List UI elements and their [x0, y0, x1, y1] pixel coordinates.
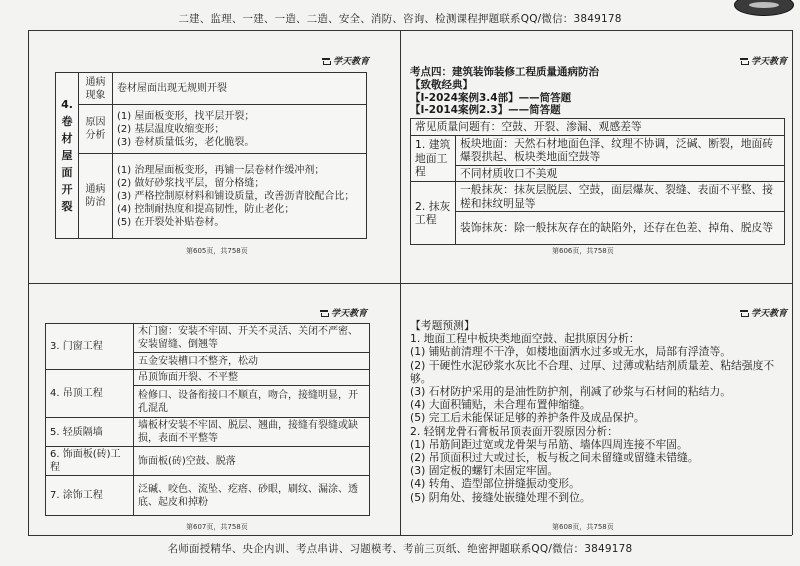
prediction-line: (3) 固定板的螺钉未固定牢固。: [410, 464, 559, 478]
content-cell: 装饰抹灰：除一般抹灰存在的缺陷外，还存在色差、掉角、脱皮等: [456, 212, 785, 245]
content-line: (3) 严格控制原材料和铺设质量，改善沥青胶配合比；: [117, 190, 355, 202]
prediction-line: (1) 吊筋间距过宽或龙骨架与吊筋、墙体四周连接不牢固。: [410, 437, 688, 451]
frame-middle-line: [28, 283, 792, 284]
prediction-heading: 【考题预测】: [410, 319, 475, 332]
prediction-line: (5) 阴角处、接缝处嵌缝处理不到位。: [410, 490, 591, 504]
page-number: 第608页，共758页: [552, 523, 614, 531]
section-title: 考点四：建筑装饰装修工程质量通病防治: [410, 66, 599, 78]
content-cell: 墙板材安装不牢固、脱层、翘曲，接缝有裂缝或缺损，表面不平整等: [134, 418, 370, 447]
content-cell: 木门窗：安装不牢固、开关不灵活、关闭不严密、安装留缝、倒翘等: [134, 324, 370, 353]
frame-bottom-line: [28, 535, 792, 536]
content-line: (1) 屋面板变形，找平层开裂；: [117, 110, 255, 122]
row-label-cell: [79, 105, 113, 154]
row-label-cell: 4. 吊顶工程: [46, 370, 134, 418]
row-label-cell: [79, 154, 113, 239]
decoration-defects-table-continued: [45, 323, 370, 516]
prediction-line: (2) 吊顶面积过大或过长，板与板之间未留缝或留缝未错缝。: [410, 451, 699, 465]
content-line: 卷材屋面出现无规则开裂: [117, 83, 227, 94]
prediction-line: 2. 轻钢龙骨石膏板吊顶表面开裂原因分析：: [410, 424, 619, 438]
content-line: (2) 做好砂浆找平层，留分格缝；: [117, 177, 265, 189]
logo-text: 学天教育: [333, 57, 370, 67]
decoration-defects-table: [410, 118, 785, 245]
frame-top-line: [28, 30, 792, 31]
frame-center-line: [400, 30, 401, 535]
topic-cell: [56, 73, 79, 239]
row-label-cell: 1. 建筑地面工程: [411, 135, 456, 182]
section-tag: 【致敬经典】: [410, 79, 473, 91]
content-line: (3) 卷材质量低劣，老化脆裂。: [117, 136, 255, 148]
brand-icon: [322, 57, 331, 65]
prediction-line: (1) 铺贴前清理不干净，如楼地面洒水过多或无水，局部有浮渣等。: [410, 345, 732, 359]
footer-contact-text: 名师面授精华、央企内训、考点串讲、习题模考、考前三页纸、绝密押题联系QQ/微信：3849178: [167, 543, 633, 555]
page-number: 第605页，共758页: [186, 247, 248, 255]
prediction-line: (4) 转角、造型部位拼缝振动变形。: [410, 477, 580, 491]
content-cell: 板块地面：天然石材地面色泽、纹理不协调，泛碱、断裂，地面砖爆裂拱起、板块类地面空鼓等: [456, 135, 785, 165]
roof-crack-table: [55, 72, 367, 239]
row-label: 原因分析: [85, 117, 106, 141]
content-cell: [113, 154, 367, 239]
row-label-cell: 6. 饰面板(砖)工程: [46, 447, 134, 476]
page-number: 第607页，共758页: [186, 523, 248, 531]
panel4-logo: [740, 306, 787, 319]
prediction-line: (2) 干硬性水泥砂浆水灰比不合理、过厚、过薄或粘结剂质量差、粘结强度不够。: [410, 358, 775, 385]
panel1-logo: [322, 54, 369, 67]
brand-icon: [740, 309, 749, 317]
row-label-cell: 3. 门窗工程: [46, 324, 134, 370]
prediction-line: (4) 大面积铺贴，未合理布置伸缩缝。: [410, 398, 591, 412]
row-label: 通病防治: [85, 184, 106, 208]
logo-text: 学天教育: [331, 309, 368, 319]
frame-right-line: [792, 30, 793, 535]
brand-icon: [740, 57, 749, 65]
frame-left-line: [28, 30, 29, 535]
table-header-cell: 常见质量问题有：空鼓、开裂、渗漏、观感差等: [411, 119, 785, 136]
content-cell: 饰面板(砖)空鼓、脱落: [134, 447, 370, 476]
topic-title: 4. 卷材屋面开裂: [61, 98, 73, 213]
exam-prediction-text: [410, 319, 782, 504]
prediction-line: 1. 地面工程中板块类地面空鼓、起拱原因分析：: [410, 332, 640, 346]
brand-icon: [320, 309, 329, 317]
content-cell: 一般抹灰：抹灰层脱层、空鼓，面层爆灰、裂缝、表面不平整、接槎和抹纹明显等: [456, 182, 785, 212]
content-line: (5) 在开裂处补贴卷材。: [117, 216, 225, 228]
row-label-cell: [79, 73, 113, 105]
prediction-line: (5) 完工后未能保证足够的养护条件及成品保护。: [410, 411, 645, 425]
content-cell: 五金安装槽口不整齐，松动: [134, 353, 370, 370]
content-line: (1) 治理屋面板变形，再铺一层卷材作缓冲剂；: [117, 164, 325, 176]
row-label-cell: 7. 涂饰工程: [46, 476, 134, 516]
prediction-line: (3) 石材防护采用的是油性防护剂，削减了砂浆与石材间的粘结力。: [410, 385, 732, 399]
row-label: 通病现象: [85, 76, 106, 101]
content-cell: 不同材质收口不美观: [456, 165, 785, 182]
content-cell: 检修口、设备衔接口不顺直，吻合，接缝明显，开孔混乱: [134, 386, 370, 418]
content-cell: 吊顶饰面开裂、不平整: [134, 370, 370, 386]
content-cell: [113, 73, 367, 105]
panel2-logo: [740, 54, 787, 67]
logo-text: 学天教育: [751, 57, 788, 67]
logo-text: 学天教育: [751, 309, 788, 319]
row-label-cell: 2. 抹灰工程: [411, 182, 456, 245]
content-cell: [113, 105, 367, 154]
content-cell: 泛碱、咬色、流坠、疙瘩、砂眼，刷纹、漏涂、透底、起皮和掉粉: [134, 476, 370, 516]
panel3-logo: [320, 306, 367, 319]
exam-reference: 【Ⅰ-2014案例2.3】——简答题: [410, 104, 561, 116]
row-label-cell: 5. 轻质隔墙: [46, 418, 134, 447]
header-contact-text: 二建、监理、一建、一造、二造、安全、消防、咨询、检测课程押题联系QQ/微信：3849178: [178, 13, 622, 25]
exam-reference: 【Ⅰ-2024案例3.4部】——简答题: [410, 92, 572, 104]
page-number: 第606页，共758页: [552, 247, 614, 255]
content-line: (4) 控制耐热度和提高韧性，防止老化；: [117, 203, 295, 215]
content-line: (2) 基层温度收缩变形；: [117, 123, 225, 135]
